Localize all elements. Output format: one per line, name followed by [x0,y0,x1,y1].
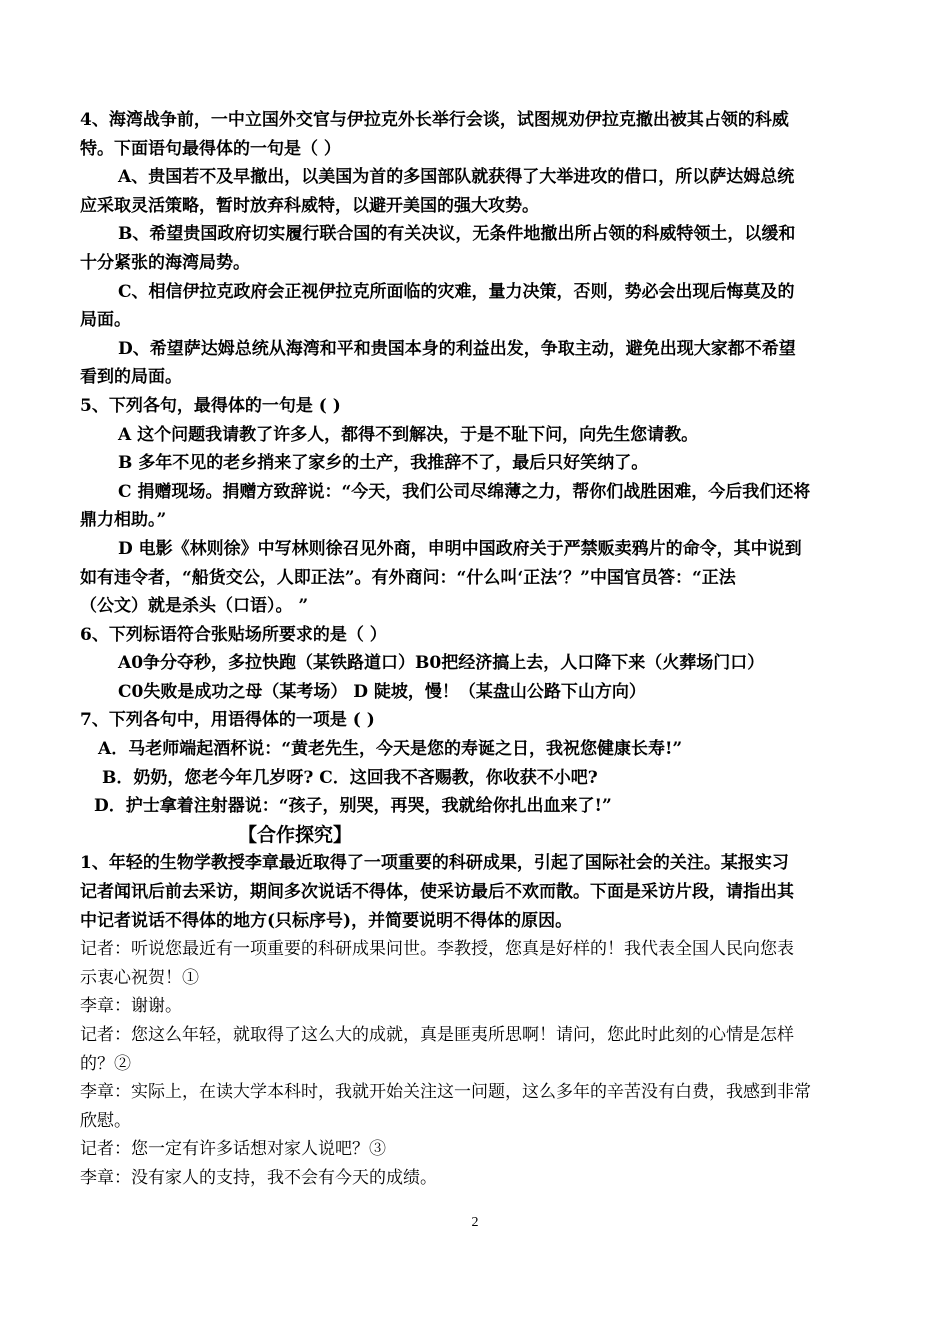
q6-options-ab: A0争分夺秒，多拉快跑（某铁路道口）B0把经济搞上去，人口降下来（火葬场门口） [118,653,765,674]
q4-option-b-line-1: B、希望贵国政府切实履行联合国的有关决议，无条件地撤出所占领的科威特领土，以缓和 [118,224,796,245]
q4-stem-line-2: 特。下面语句最得体的一句是（ ） [80,138,341,159]
dialog-line-8: 记者：您一定有许多话想对家人说吧？③ [80,1139,386,1160]
q4-option-d-line-1: D、希望萨达姆总统从海湾和平和贵国本身的利益出发，争取主动，避免出现大家都不希望 [118,338,796,359]
dialog-line-6: 李章：实际上，在读大学本科时，我就开始关注这一问题，这么多年的辛苦没有白费，我感到非常 [80,1082,811,1103]
section-title: 【合作探究】 [238,823,353,846]
q6-options-cd: C0失败是成功之母（某考场） D 陡坡，慢！（某盘山公路下山方向） [118,681,646,702]
dialog-line-7: 欣慰。 [80,1110,131,1131]
coop-intro-line-3: 中记者说话不得体的地方(只标序号)，并简要说明不得体的原因。 [80,910,573,931]
q5-option-d-line-1: D 电影《林则徐》中写林则徐召见外商，申明中国政府关于严禁贩卖鸦片的命令，其中说到 [118,538,802,559]
q4-option-c-line-2: 局面。 [80,310,131,331]
q4-option-a-line-1: A、贵国若不及早撤出，以美国为首的多国部队就获得了大举进攻的借口，所以萨达姆总统 [118,167,795,188]
q6-stem: 6、下列标语符合张贴场所要求的是（ ） [80,624,387,645]
dialog-line-3: 李章：谢谢。 [80,996,182,1017]
coop-intro-line-1: 1、年轻的生物学教授李章最近取得了一项重要的科研成果，引起了国际社会的关注。某报实习 [80,853,789,874]
q7-options-bc: B．奶奶，您老今年几岁呀? C．这回我不吝赐教，你收获不小吧? [102,767,598,788]
dialog-line-5: 的？② [80,1053,131,1074]
q5-stem: 5、下列各句，最得体的一句是 ( ) [80,395,341,416]
q7-option-a: A．马老师端起酒杯说：“黄老先生，今天是您的寿诞之日，我祝您健康长寿!” [98,739,683,760]
q4-option-c-line-1: C、相信伊拉克政府会正视伊拉克所面临的灾难，量力决策，否则，势必会出现后悔莫及的 [118,281,795,302]
q7-stem: 7、下列各句中，用语得体的一项是 ( ) [80,710,375,731]
q4-option-b-line-2: 十分紧张的海湾局势。 [80,252,250,273]
q4-option-d-line-2: 看到的局面。 [80,367,182,388]
q7-option-d: D．护士拿着注射器说：“孩子，别哭，再哭，我就给你扎出血来了!” [94,796,612,817]
q5-option-b: B 多年不见的老乡捎来了家乡的土产，我推辞不了，最后只好笑纳了。 [118,453,649,474]
q5-option-c-line-2: 鼎力相助。” [80,510,167,531]
dialog-line-9: 李章：没有家人的支持，我不会有今天的成绩。 [80,1167,437,1188]
q4-option-a-line-2: 应采取灵活策略，暂时放弃科威特，以避开美国的强大攻势。 [80,195,539,216]
dialog-line-4: 记者：您这么年轻，就取得了这么大的成就，真是匪夷所思啊！请问，您此时此刻的心情是怎样 [80,1025,794,1045]
coop-intro-line-2: 记者闻讯后前去采访，期间多次说话不得体，使采访最后不欢而散。下面是采访片段，请指出其 [80,882,794,903]
q4-stem-line-1: 4、海湾战争前，一中立国外交官与伊拉克外长举行会谈，试图规劝伊拉克撤出被其占领的科威 [80,110,789,130]
q5-option-d-line-2: 如有违令者，“船货交公，人即正法”。有外商问：“什么叫‘正法’？”中国官员答：“正法 [80,567,736,588]
page-number: 2 [471,1215,479,1230]
dialog-line-2: 示衷心祝贺！① [80,967,199,988]
q5-option-a: A 这个问题我请教了许多人，都得不到解决，于是不耻下问，向先生您请教。 [118,424,699,445]
q5-option-c-line-1: C 捐赠现场。捐赠方致辞说：“今天，我们公司尽绵薄之力，帮你们战胜困难，今后我们还将 [118,481,811,502]
q5-option-d-line-3: （公文）就是杀头（口语）。 ” [80,596,309,617]
dialog-line-1: 记者：听说您最近有一项重要的科研成果问世。李教授，您真是好样的！我代表全国人民向您表 [80,939,794,960]
document-body [80,106,875,1193]
